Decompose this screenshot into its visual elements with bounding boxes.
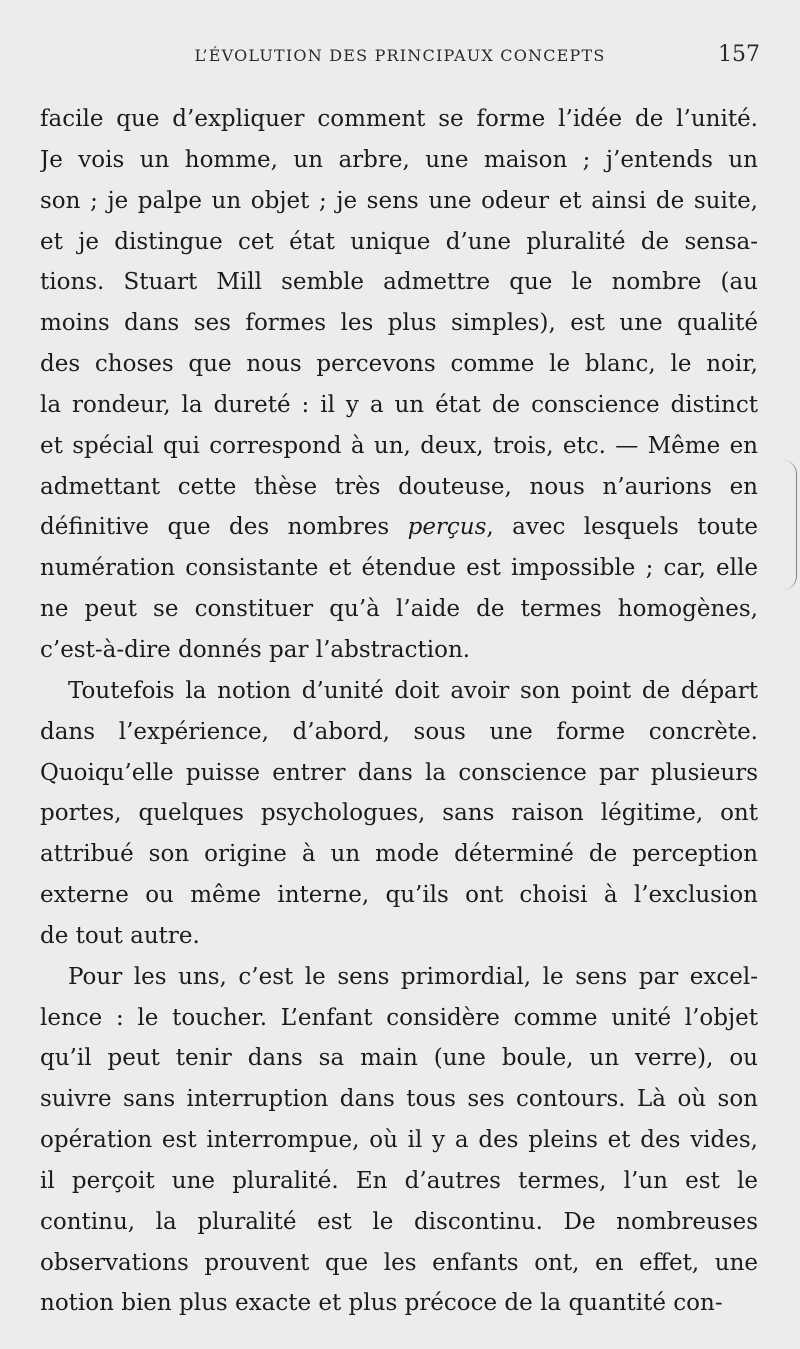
text-line: externe ou même interne, qu’ils ont choisi à l’exclusion xyxy=(40,882,758,909)
text-line: Quoiqu’elle puisse entrer dans la conscience par plusieurs xyxy=(40,759,758,786)
text-line: attribué son origine à un mode déterminé de perception xyxy=(40,841,758,868)
text-line: il perçoit une pluralité. En d’autres termes, l’un est le xyxy=(40,1167,758,1194)
margin-bracket-mark xyxy=(776,460,797,590)
paragraph xyxy=(40,671,758,957)
text-line: suivre sans interruption dans tous ses contours. Là où son xyxy=(40,1086,758,1113)
running-title: L’ÉVOLUTION DES PRINCIPAUX CONCEPTS xyxy=(194,46,606,65)
paragraph xyxy=(40,957,758,1325)
text-line: observations prouvent que les enfants ont, en effet, une xyxy=(40,1249,758,1276)
text-line: Je vois un homme, un arbre, une maison ; j’entends un xyxy=(40,146,758,173)
text-line: tions. Stuart Mill semble admettre que le nombre (au xyxy=(40,269,758,296)
text-line: continu, la pluralité est le discontinu. De nombreuses xyxy=(40,1208,758,1235)
running-header xyxy=(40,42,760,72)
text-line: ne peut se constituer qu’à l’aide de termes homogènes, xyxy=(40,596,758,623)
text-line: des choses que nous percevons comme le blanc, le noir, xyxy=(40,351,758,378)
text-line: et je distingue cet état unique d’une pluralité de sensa- xyxy=(40,228,758,255)
emphasized-word: perçus xyxy=(407,514,487,541)
text-line: opération est interrompue, où il y a des pleins et des vides, xyxy=(40,1127,758,1154)
text-line: Toutefois la notion d’unité doit avoir son point de départ xyxy=(68,677,758,704)
text-line: définitive que des nombres perçus, avec lesquels toute xyxy=(40,514,758,541)
body-text xyxy=(40,99,758,1324)
text-line: c’est-à-dire donnés par l’abstraction. xyxy=(40,636,471,663)
text-line: lence : le toucher. L’enfant considère comme unité l’objet xyxy=(40,1004,758,1031)
text-line: Pour les uns, c’est le sens primordial, le sens par excel- xyxy=(68,963,758,990)
text-line: de tout autre. xyxy=(40,922,200,949)
text-line: admettant cette thèse très douteuse, nous n’aurions en xyxy=(40,473,758,500)
text-line: facile que d’expliquer comment se forme l’idée de l’unité. xyxy=(40,106,758,132)
text-line: son ; je palpe un objet ; je sens une odeur et ainsi de suite, xyxy=(40,187,758,214)
page-number: 157 xyxy=(718,42,760,67)
text-line: la rondeur, la dureté : il y a un état de conscience distinct xyxy=(40,391,758,418)
text-line: numération consistante et étendue est impossible ; car, elle xyxy=(40,555,758,582)
text-line: notion bien plus exacte et plus précoce de la quantité con- xyxy=(40,1290,723,1317)
text-line: portes, quelques psychologues, sans raison légitime, ont xyxy=(40,800,758,827)
paragraph xyxy=(40,99,758,671)
text-line: et spécial qui correspond à un, deux, trois, etc. — Même en xyxy=(40,432,758,459)
text-line: moins dans ses formes les plus simples), est une qualité xyxy=(40,310,758,337)
text-line: qu’il peut tenir dans sa main (une boule, un verre), ou xyxy=(40,1045,758,1072)
text-line: dans l’expérience, d’abord, sous une forme concrète. xyxy=(40,718,758,745)
